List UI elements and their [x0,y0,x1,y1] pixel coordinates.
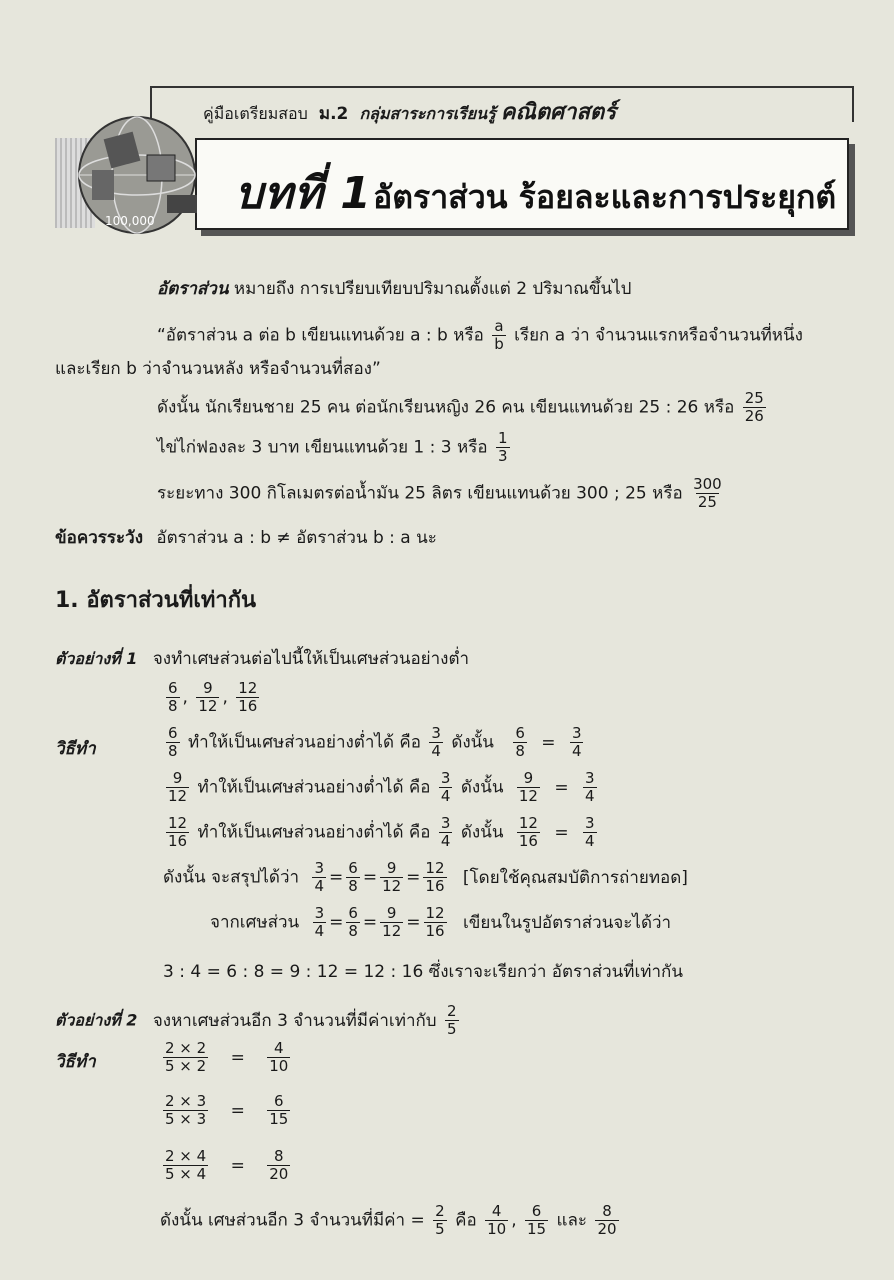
step-text: ทำให้เป็นเศษส่วนอย่างต่ำได้ คือ [197,822,431,843]
frac-den: 16 [425,922,445,940]
fraction-item [424,905,447,940]
example-distance-text: ระยะทาง 300 กิโลเมตรต่อน้ำมัน 25 ลิตร เขียนแทนด้วย 300 ; 25 หรือ [157,483,683,504]
equals-sign: = [554,777,569,798]
frac-num: 9 [203,679,213,697]
frac-den: 4 [314,922,325,940]
example1-fractions: $\frac{6}{8}$ , $\frac{9}{12}$ , $\frac{12}{16}$ [168,679,258,715]
frac-den: 4 [585,832,595,850]
frac-num: a [494,317,504,335]
book-label: คู่มือเตรียมสอบ [203,104,308,123]
frac-num: 6 [348,904,358,922]
frac-den: 20 [597,1220,617,1238]
frac-num: 2 × 4 [165,1147,207,1165]
example2-answer: ดังนั้น เศษส่วนอีก 3 จำนวนที่มีค่า = $\frac{2}{5}$ คือ $\frac{4}{10}$ , $\frac{6}{15}$ และ $\frac{8}{20}$ [160,1202,617,1238]
so-text: ดังนั้น [460,777,504,798]
from-note: เขียนในรูปอัตราส่วนจะได้ว่า [463,912,672,933]
fraction-25-26 [743,390,766,425]
frac-num: 9 [386,904,397,922]
so-text: ดังนั้น [451,732,494,753]
fraction-300-25 [691,476,724,511]
frac-num: 12 [518,814,538,832]
caution-label: ข้อควรระวัง [55,528,143,548]
example1-from-fraction: จากเศษส่วน $\frac{3}{4}$ = $\frac{6}{8}$ = $\frac{9}{12}$ = $\frac{12}{16}$ เขียนในรูปอัตราส่วนจะได้ว่า [210,904,672,940]
example2-step-2 [160,1093,293,1128]
fraction-item [380,860,403,895]
fraction-item [166,815,189,850]
caution-line [55,524,437,551]
frac-den: 10 [269,1057,289,1075]
frac-num: 6 [168,724,178,742]
caution-text: อัตราส่วน a : b ≠ อัตราส่วน b : a นะ [156,528,437,548]
frac-num: 6 [348,859,358,877]
frac-den: 5 × 2 [165,1057,207,1075]
frac-den: 8 [515,742,525,760]
frac-den: 25 [697,493,717,511]
fraction-item [583,770,597,805]
fraction-item [485,1203,508,1238]
fraction-item [517,770,540,805]
frac-den: 15 [269,1110,289,1128]
subject-group-label: กลุ่มสาระการเรียนรู้ [359,104,496,123]
fraction-item [513,725,527,760]
fraction-item [583,815,597,850]
example2-question: จงหาเศษส่วนอีก 3 จำนวนที่มีค่าเท่ากับ [152,1010,437,1031]
frac-num: 25 [744,389,764,407]
frac-num: 3 [431,724,441,742]
frac-den: 12 [382,922,402,940]
example2-step-3 [160,1148,293,1183]
frac-num: 12 [238,679,258,697]
frac-num: 2 × 3 [165,1092,207,1110]
frac-den: 15 [527,1220,547,1238]
frac-den: 3 [497,447,508,465]
example2-label: ตัวอย่างที่ 2 [55,1010,138,1030]
frac-den: 8 [168,697,178,715]
example-line-eggs [157,430,513,465]
frac-den: 12 [198,697,218,715]
fraction-item [346,905,360,940]
frac-num: 12 [168,814,188,832]
fraction-item [163,1148,208,1183]
frac-den: 5 × 4 [165,1165,207,1183]
conclude-note: [โดยใช้คุณสมบัติการถ่ายทอด] [462,867,688,888]
fraction-item [570,725,584,760]
frac-num: 1 [497,429,508,447]
frac-num: 3 [314,859,325,877]
frac-den: 4 [440,832,451,850]
example1-step-2 [163,770,600,805]
example1-step-1 [163,725,586,760]
example1-step-3 [163,815,600,850]
frac-num: 12 [425,859,445,877]
frac-den: 4 [440,787,451,805]
frac-den: 10 [487,1220,507,1238]
frac-num: 9 [386,859,397,877]
fraction-item [196,680,219,715]
example-eggs-text: ไข่ไก่ฟองละ 3 บาท เขียนแทนด้วย 1 : 3 หรือ [157,437,488,458]
quote-line-2: และเรียก b ว่าจำนวนหลัง หรือจำนวนที่สอง” [55,359,381,379]
chapter-title: อัตราส่วน ร้อยละและการประยุกต์ [373,178,837,216]
quote-part-b: เรียก a ว่า จำนวนแรกหรือจำนวนที่หนึ่ง [514,325,803,346]
frac-den: 12 [168,787,188,805]
step-text: ทำให้เป็นเศษส่วนอย่างต่ำได้ คือ [187,732,421,753]
definition-term: อัตราส่วน [157,279,229,299]
frac-den: 16 [238,697,258,715]
frac-num: 6 [515,724,525,742]
subject-label: คณิตศาสตร์ [500,100,617,125]
answer-and: และ [556,1210,588,1231]
equals-sign: = [230,1100,245,1121]
so-text: ดังนั้น [460,822,504,843]
example1-question: จงทำเศษส่วนต่อไปนี้ให้เป็นเศษส่วนอย่างต่ำ [152,649,470,669]
example1-label: ตัวอย่างที่ 1 [55,649,138,668]
quote-part-a: “อัตราส่วน a ต่อ b เขียนแทนด้วย a : b หรือ [157,325,484,346]
example2-step-1 [160,1040,293,1075]
ratio-line: 3 : 4 = 6 : 8 = 9 : 12 = 12 : 16 ซึ่งเราจะเรียกว่า อัตราส่วนที่เท่ากัน [163,962,683,982]
equals-sign: = [541,732,556,753]
frac-den: 20 [269,1165,289,1183]
equals-sign: = [554,822,569,843]
fraction-item [346,860,360,895]
fraction-item [267,1040,290,1075]
frac-num: 8 [274,1147,284,1165]
example1-header [55,645,469,672]
from-text: จากเศษส่วน [210,912,300,933]
frac-den: 5 × 3 [165,1110,207,1128]
fraction-item [166,680,180,715]
frac-den: 4 [571,742,582,760]
example-line-distance [157,476,727,511]
example2-header [55,1003,462,1038]
quote-line-1 [157,318,803,353]
frac-den: b [494,335,504,353]
example-students-text: ดังนั้น นักเรียนชาย 25 คน ต่อนักเรียนหญิง 26 คน เขียนแทนด้วย 25 : 26 หรือ [157,397,735,418]
fraction-item [439,770,453,805]
fraction-item [433,1203,447,1238]
frac-den: 8 [348,877,358,895]
fraction-item [429,725,443,760]
example-line-students [157,390,769,425]
frac-num: 3 [585,769,595,787]
header-line [203,94,616,129]
example1-conclusion: ดังนั้น จะสรุปได้ว่า $\frac{3}{4}$ = $\frac{6}{8}$ = $\frac{9}{12}$ = $\frac{12}{16}$ [โดยใช้คุณสมบัติการถ่ายทอด] [163,859,688,895]
frac-num: 3 [440,769,451,787]
frac-num: 12 [425,904,445,922]
equals-sign: = [230,1047,245,1068]
globe-caption: 100,000 [105,214,155,228]
frac-den: 12 [382,877,402,895]
frac-den: 16 [518,832,538,850]
definition-text: หมายถึง การเปรียบเทียบปริมาณตั้งแต่ 2 ปริมาณขึ้นไป [233,279,632,299]
grade-label: ม.2 [318,104,349,124]
frac-den: 5 [446,1020,457,1038]
example2-solution-label: วิธีทำ [55,1052,96,1072]
conclude-text: ดังนั้น จะสรุปได้ว่า [163,867,300,888]
fraction-2-5 [445,1003,459,1038]
fraction-item [517,815,540,850]
frac-num: 9 [523,769,534,787]
frac-num: 6 [168,679,178,697]
frac-den: 8 [348,922,358,940]
frac-den: 8 [168,742,178,760]
frac-den: 16 [168,832,188,850]
fraction-item [595,1203,618,1238]
section-heading: 1. อัตราส่วนที่เท่ากัน [55,588,257,613]
globe-illustration [67,110,217,235]
fraction-item [525,1203,548,1238]
frac-num: 3 [440,814,451,832]
fraction-1-3 [496,430,510,465]
frac-num: 8 [602,1202,612,1220]
answer-text: ดังนั้น เศษส่วนอีก 3 จำนวนที่มีค่า = [160,1210,425,1231]
frac-num: 6 [531,1202,542,1220]
fraction-a-over-b [492,318,506,353]
frac-den: 12 [518,787,538,805]
frac-num: 4 [491,1202,502,1220]
frac-num: 2 [446,1002,457,1020]
frac-num: 9 [172,769,183,787]
fraction-item [267,1148,290,1183]
chapter-header [55,80,853,240]
answer-is: คือ [455,1210,477,1231]
frac-den: 16 [425,877,445,895]
frac-den: 4 [314,877,325,895]
frac-den: 4 [585,787,595,805]
fraction-item [236,680,259,715]
frac-num: 3 [571,724,582,742]
frac-num: 2 [435,1202,445,1220]
fraction-item [312,860,326,895]
fraction-item [380,905,403,940]
frac-num: 300 [693,475,722,493]
fraction-item [439,815,453,850]
frac-num: 3 [585,814,595,832]
equals-sign: = [230,1155,245,1176]
definition-line [157,275,631,302]
chapter-number: บทที่ 1 [235,168,372,219]
frac-num: 4 [274,1039,284,1057]
frac-num: 6 [274,1092,284,1110]
frac-num: 3 [314,904,325,922]
fraction-item [166,770,189,805]
example1-solution-label: วิธีทำ [55,739,96,759]
frac-den: 4 [431,742,441,760]
fraction-item [166,725,180,760]
frac-den: 5 [435,1220,445,1238]
fraction-item [163,1093,208,1128]
frac-num: 2 × 2 [165,1039,207,1057]
fraction-item [423,860,446,895]
step-text: ทำให้เป็นเศษส่วนอย่างต่ำได้ คือ [197,777,431,798]
fraction-item [267,1093,290,1128]
fraction-item [163,1040,208,1075]
frac-den: 26 [744,407,764,425]
fraction-item [313,905,327,940]
